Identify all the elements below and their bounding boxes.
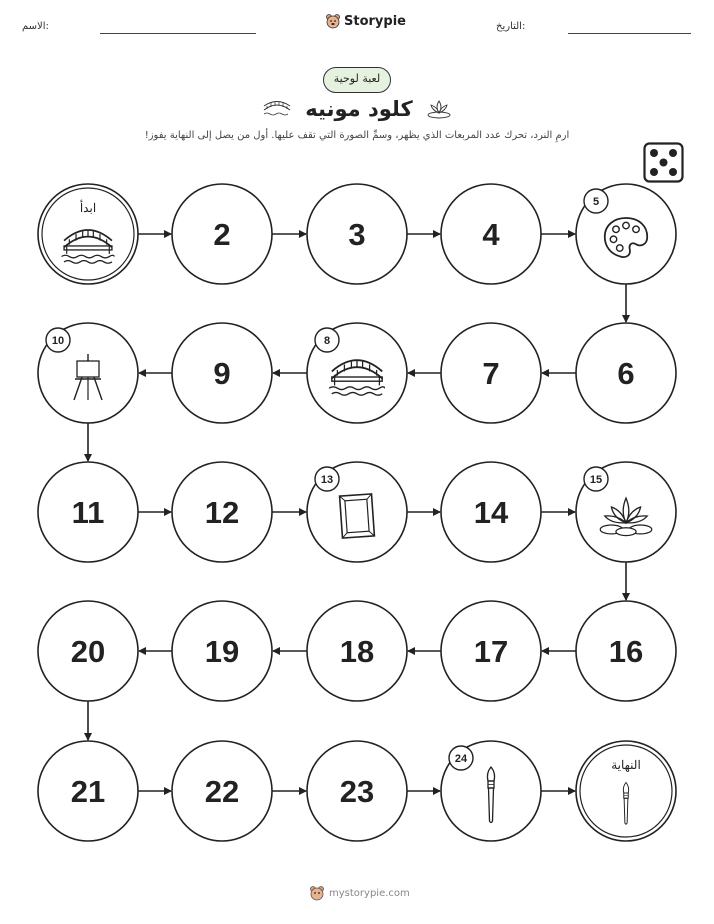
space-number: 12	[204, 495, 240, 530]
board-space-14[interactable]	[441, 462, 541, 562]
date-label: التاريخ:	[496, 21, 526, 32]
board-space-5[interactable]	[576, 184, 676, 284]
board-space-15[interactable]	[576, 462, 676, 562]
start-label: ابدأ	[79, 201, 97, 215]
board-space-3[interactable]	[307, 184, 407, 284]
end-label: النهاية	[611, 758, 641, 772]
space-circle	[576, 741, 676, 841]
board-space-22[interactable]	[172, 741, 272, 841]
dice-pip	[669, 168, 677, 176]
dice-pip	[650, 168, 658, 176]
board-space-21[interactable]	[38, 741, 138, 841]
page-title: كلود مونيه	[305, 97, 413, 121]
space-number: 6	[617, 356, 635, 391]
space-number: 7	[482, 356, 500, 391]
space-number: 22	[204, 774, 240, 809]
game-badge: لعبة لوحية	[323, 67, 391, 93]
space-number: 23	[339, 774, 375, 809]
space-number: 19	[204, 634, 240, 669]
space-number: 3	[348, 217, 366, 252]
space-number: 18	[339, 634, 375, 669]
space-number: 14	[473, 495, 509, 530]
space-number: 20	[70, 634, 106, 669]
board-space-18[interactable]	[307, 601, 407, 701]
board-space-8[interactable]	[307, 323, 407, 423]
space-number: 16	[608, 634, 644, 669]
space-number: 13	[320, 474, 334, 486]
board-space-2[interactable]	[172, 184, 272, 284]
board-space-4[interactable]	[441, 184, 541, 284]
brand-name: Storypie	[344, 13, 406, 29]
board-space-25[interactable]	[576, 741, 676, 841]
board-space-9[interactable]	[172, 323, 272, 423]
dice-pip	[669, 149, 677, 157]
space-number: 10	[51, 335, 65, 347]
board-space-16[interactable]	[576, 601, 676, 701]
dice-pip	[650, 149, 658, 157]
board-space-6[interactable]	[576, 323, 676, 423]
footer-url[interactable]: mystorypie.com	[329, 887, 410, 899]
board-space-10[interactable]	[38, 323, 138, 423]
dice-pip	[660, 159, 668, 167]
space-number: 11	[71, 495, 105, 530]
board-space-19[interactable]	[172, 601, 272, 701]
instructions: ارمِ النرد، تحرك عدد المربعات الذي يظهر، وسمِّ الصورة التي تقف عليها. أول من يصل إلى النهاية يفوز!	[144, 130, 570, 141]
space-number: 8	[323, 335, 331, 347]
board-space-24[interactable]	[441, 741, 541, 841]
space-number: 21	[70, 774, 106, 809]
board-space-13[interactable]	[307, 462, 407, 562]
space-number: 9	[213, 356, 231, 391]
board-space-11[interactable]	[38, 462, 138, 562]
space-number: 4	[482, 217, 500, 252]
space-number: 24	[454, 753, 468, 765]
dice-icon	[643, 142, 684, 183]
space-number: 2	[213, 217, 231, 252]
board-space-20[interactable]	[38, 601, 138, 701]
board-space-7[interactable]	[441, 323, 541, 423]
bear-icon	[309, 885, 325, 901]
name-label: الاسم:	[22, 21, 49, 32]
board-space-23[interactable]	[307, 741, 407, 841]
board-space-1[interactable]	[38, 184, 138, 284]
space-number: 5	[592, 196, 600, 208]
board-space-12[interactable]	[172, 462, 272, 562]
space-number: 17	[473, 634, 509, 669]
board-space-17[interactable]	[441, 601, 541, 701]
space-number: 15	[589, 474, 603, 486]
footer	[309, 885, 410, 901]
